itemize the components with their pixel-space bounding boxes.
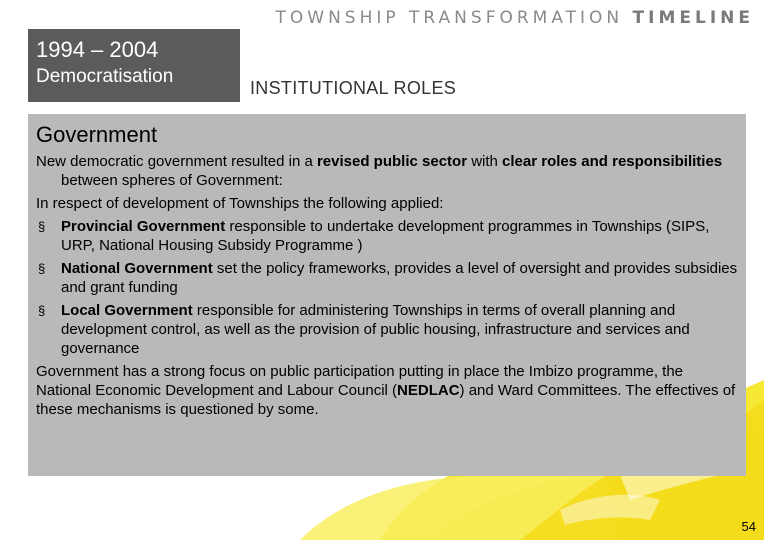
bullet-mark: § [38,219,46,234]
intro-text-2: with [467,153,503,170]
bullet-text: responsible for administering Townships in terms of overall planning and development control, as well as the provision of public housing, infrastructure and services and governance [61,302,690,357]
closing-text-2: ) and Ward Committees. The effectives of these mechanisms is questioned by some. [36,382,736,418]
intro-paragraph [36,152,738,190]
title-bold: TIMELINE [632,8,754,28]
intro-text-1: New democratic government resulted in a [36,153,317,170]
bullet-mark: § [38,303,46,318]
page-number: 54 [741,519,756,534]
closing-bold-1: NEDLAC [397,382,460,399]
intro-bold-1: revised public sector [316,153,468,170]
bullet-mark: § [38,261,46,276]
presentation-title [276,8,754,28]
bullet-provincial [36,217,738,255]
bullet-bold: Local Government [61,302,193,319]
lead-in-paragraph: In respect of development of Townships the following applied: [36,195,444,212]
period-years: 1994 – 2004 [36,37,159,62]
bullet-text: responsible to undertake development programmes in Townships (SIPS, URP, National Housing Subsidy Programme ) [61,218,710,254]
title-light: TOWNSHIP TRANSFORMATION [275,8,624,28]
intro-text-3: between spheres of Government: [61,172,283,189]
bullet-national [36,259,738,297]
bullet-text: set the policy frameworks, provides a level of oversight and provides subsidies and grant funding [61,260,738,296]
content-heading: Government [36,122,158,147]
closing-paragraph [36,362,738,419]
section-title: INSTITUTIONAL ROLES [250,78,457,98]
bullet-local [36,301,738,358]
period-box [28,29,240,102]
intro-bold-2: clear roles and responsibilities [502,153,723,170]
period-era: Democratisation [36,66,174,87]
closing-text-1: Government has a strong focus on public participation putting in place the Imbizo programme, the National Economic Development and Labour Council ( [36,363,684,399]
bullet-bold: Provincial Government [61,218,226,235]
content-panel [28,114,746,476]
bullet-bold: National Government [61,260,213,277]
